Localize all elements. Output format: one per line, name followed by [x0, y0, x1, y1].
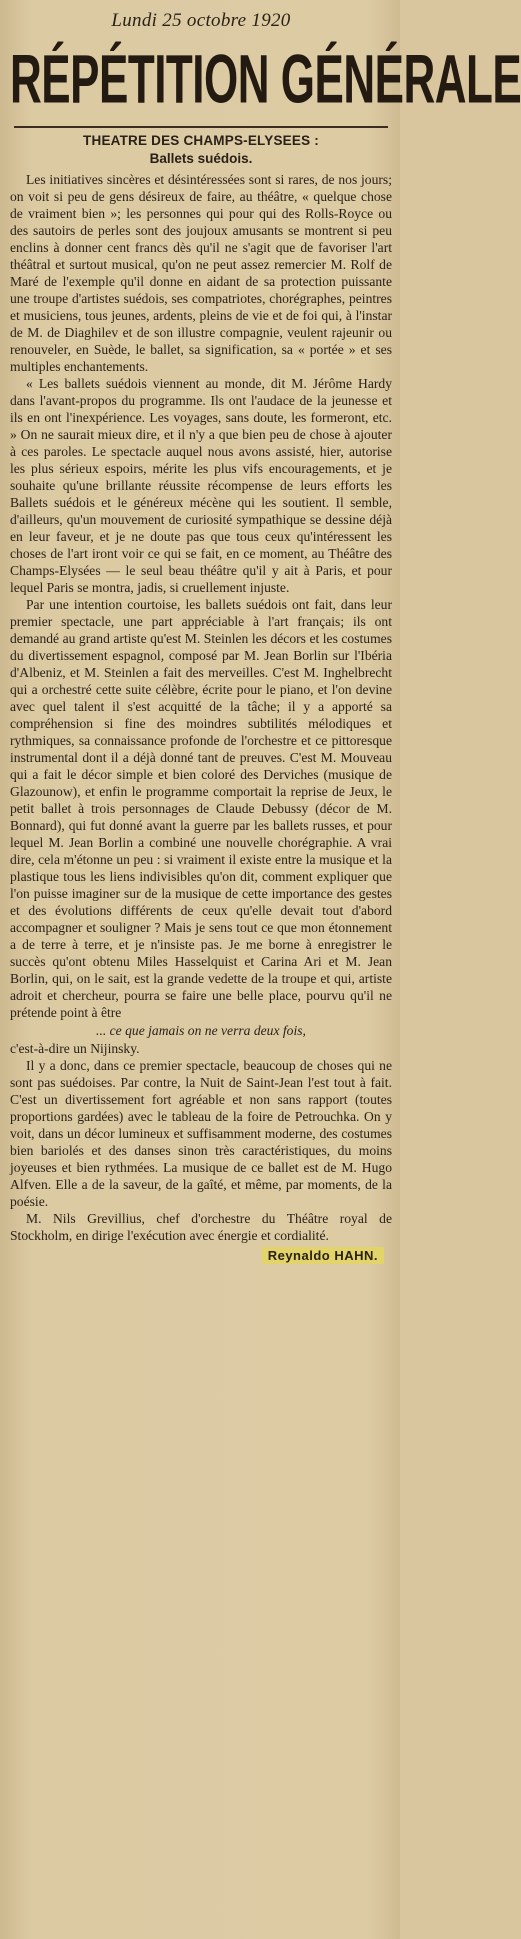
author-signature	[10, 1248, 384, 1263]
article-body	[10, 171, 392, 1244]
verse-quote: ... ce que jamais on ne verra deux fois,	[96, 1023, 306, 1038]
dateline: Lundi 25 octobre 1920	[111, 10, 291, 31]
signature-text: Reynaldo HAHN.	[262, 1247, 384, 1264]
divider-rule	[14, 126, 388, 128]
headline: RÉPÉTITION GÉNÉRALE	[10, 42, 521, 119]
quote-continuation: c'est-à-dire un Nijinsky.	[10, 1041, 140, 1056]
paragraph-3: Par une intention courtoise, les ballets suédois ont fait, dans leur premier spectacle, une part appréciable à l'art français; ils ont demandé au grand artiste qu'est M. Steinlen les décors et les costumes du divertissement espagnol, composé par M. Jean Borlin sur l'Ibéria d'Albeniz, et M. Steinlen a fait des merveilles. C'est M. Inghelbrecht qui a orchestré cette suite célèbre, écrite pour le piano, et l'on devine avec quel talent il s'est acquitté de la tâche; il y a apporté sa compréhension si fine des moindres subtilités mélodiques et rythmiques, sa connaissance profonde de l'orchestre et ce pittoresque instrumental dont il a déjà donné tant de preuves. C'est M. Mouveau qui a fait le décor simple et bien coloré des Derviches (musique de Glazounow), et enfin le programme comportait la reprise de Jeux, le petit ballet à trois personnages de Claude Debussy (décor de M. Bonnard), qui fut donné avant la guerre par les ballets russes, et pour lequel M. Jean Borlin a combiné une nouvelle chorégraphie. A vrai dire, cela m'étonne un peu : si vraiment il existe entre la musique et la plastique tous les liens indivisibles qu'on dit, comment expliquer que l'on puisse imaginer sur de la musique de cette importance des gestes et des évolutions différents de ceux qu'elle devait tout d'abord accompagner et souligner ? Mais je sens tout ce que mon étonnement a de terre à terre, et je n'insiste pas. Je me borne à enregistrer le succès qu'ont obtenu Miles Hasselquist et Carina Ari et M. Jean Borlin, qui, on le sait, est la grande vedette de la troupe et qui, artiste adroit et chercheur, pourra se faire une belle place, pourvu qu'il ne prétende point à être	[10, 597, 392, 1020]
paragraph-5: M. Nils Grevillius, chef d'orchestre du Théâtre royal de Stockholm, en dirige l'exécution avec énergie et cordialité.	[10, 1211, 392, 1243]
company-heading: Ballets suédois.	[149, 151, 253, 166]
theatre-heading: THEATRE DES CHAMPS-ELYSEES :	[83, 133, 319, 148]
paragraph-4: Il y a donc, dans ce premier spectacle, beaucoup de choses qui ne sont pas suédoises. Par contre, la Nuit de Saint-Jean l'est tout à fait. C'est un divertissement fort agréable et non sans rapport (toutes proportions gardées) avec le tableau de la foire de Petrouchka. On y voit, dans un décor lumineux et suffisamment moderne, des costumes bien bariolés et des danses sinon très caractéristiques, du moins joyeuses et bien rythmées. La musique de ce ballet est de M. Hugo Alfven. Elle a de la saveur, de la gaîté, et même, par moments, de la poésie.	[10, 1058, 392, 1209]
paragraph-2: « Les ballets suédois viennent au monde, dit M. Jérôme Hardy dans l'avant-propos du programme. Ils ont l'audace de la jeunesse et ils en ont l'inexpérience. Les voyages, sans doute, les formeront, etc. » On ne saurait mieux dire, et il n'y a que bien peu de chose à ajouter à ces paroles. Le spectacle auquel nous avons assisté, hier, autorise les plus sérieux espoirs, mérite les plus vifs encouragements, et je souhaite qu'une brillante réussite récompense de leurs efforts les Ballets suédois et le généreux mécène qui les soutient. Il semble, d'ailleurs, qu'un mouvement de curiosité sympathique se dessine déjà en leur faveur, et je ne doute pas que tous ceux qu'intéressent les choses de l'art iront voir ce qui se fait, en ce moment, au Théâtre des Champs-Elysées — le seul beau théâtre qu'il y ait à Paris, et pour lequel Paris se montra, jadis, si cruellement injuste.	[10, 376, 392, 595]
paragraph-1: Les initiatives sincères et désintéressées sont si rares, de nos jours; on voit si peu de gens désireux de faire, au théâtre, « quelque chose de vraiment bien »; les personnes qui pour qui des Rolls-Royce ou des sautoirs de perles sont des joujoux amusants se montrent si peu enclins à donner cent francs dès qu'il ne s'agit que de favoriser l'art théâtral et surtout musical, qu'on ne peut assez remercier M. Rolf de Maré de l'exemple qu'il donne en aidant de sa protection puissante une troupe d'artistes suédois, ses compatriotes, chorégraphes, peintres et musiciens, tous jeunes, ardents, pleins de vie et de foi qui, à l'instar de M. de Diaghilev et de son illustre compagnie, veulent rajeunir ou renouveler, en Suède, le ballet, sa signification, sa « portée » et ses multiples enchantements.	[10, 172, 392, 374]
